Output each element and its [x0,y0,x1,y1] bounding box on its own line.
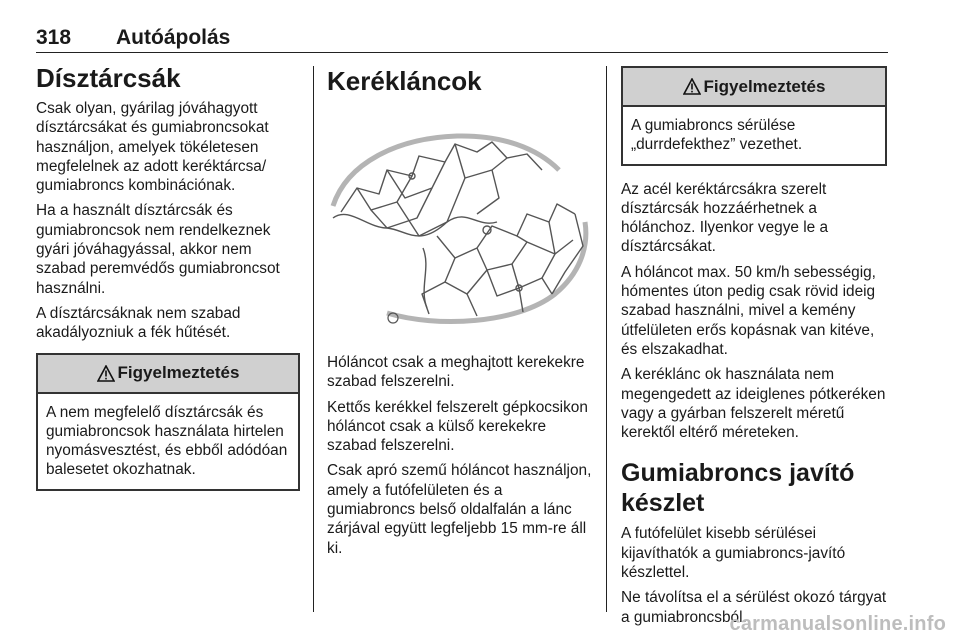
warning-triangle-icon [97,365,115,382]
paragraph: Kettős kerékkel felszerelt gépkocsikon hóláncot csak a külső kerekekre szabad felszerelni. [327,398,588,455]
watermark: carmanualsonline.info [729,613,946,635]
paragraph: Az acél keréktárcsákra szerelt dísztárcsák hozzáérhetnek a hólánchoz. Ilyenkor vegye le a dísztárcsákat. [621,180,829,256]
paragraph: A dísztárcsáknak nem szabad akadályozniuk a fék hűtését. [36,304,241,342]
warning-text: A nem megfelelő dísztárcsák és gumiabroncsok használata hirtelen nyomásvesztést, és ebből adódóan balesetet okozhatnak. [46,403,288,479]
warning-box [621,66,887,166]
paragraph: A futófelület kisebb sérülései kijavíthatók a gumiabroncs-javító készlettel. [621,525,846,582]
chapter-title: Autóápolás [116,26,231,49]
warning-header [623,68,885,107]
warning-text: A gumiabroncs sérülése „durrdefekthez” vezethet. [631,117,803,154]
page-number: 318 [36,26,72,49]
warning-title: Figyelmeztetés [117,363,240,383]
snow-chain-illustration [327,118,593,332]
page-header [36,26,888,53]
paragraph: Ha a használt dísztárcsák és gumiabroncsok nem rendelkeznek gyári jóváhagyással, akkor nem szabad peremvédős gumiabroncsot használni. [36,202,280,297]
paragraph: Csak apró szemű hóláncot használjon, amely a futófelületen és a gumiabroncs belső oldalfalán a lánc zárjával együtt legfeljebb 15 mm-re áll ki. [327,462,592,557]
column-3 [621,66,887,633]
column-divider [313,66,314,612]
column-divider [606,66,607,612]
warning-header [38,355,298,394]
warning-triangle-icon [683,78,701,95]
warning-box [36,353,300,491]
paragraph: Csak olyan, gyárilag jóváhagyott dísztárcsákat és gumiabroncsokat használjon, amelyek tökéletesen megfelelnek az adott keréktárcsa/ gumiabroncs kombinációnak. [36,100,269,195]
column-1 [36,63,300,499]
column-2 [327,66,593,564]
section-heading-tyre-repair-kit: Gumiabroncs javító készlet [621,459,855,518]
paragraph: A keréklánc ok használata nem megengedett az ideiglenes pótkeréken vagy a gyárban felszerelt méretű kerektől eltérő méreteken. [621,366,886,442]
paragraph: Ne távolítsa el a sérülést okozó tárgyat a gumiabroncsból. [621,589,887,626]
warning-title: Figyelmeztetés [703,76,826,96]
paragraph: A hóláncot max. 50 km/h sebességig, hómentes úton pedig csak rövid ideig szabad használni, mivel a kemény útfelületen erős kopásnak van kitéve, és elszakadhat. [621,263,876,358]
section-heading-snow-chains: Kerékláncok [327,66,482,96]
paragraph: Hóláncot csak a meghajtott kerekekre szabad felszerelni. [327,354,585,391]
section-heading-hubcaps: Dísztárcsák [36,63,181,93]
